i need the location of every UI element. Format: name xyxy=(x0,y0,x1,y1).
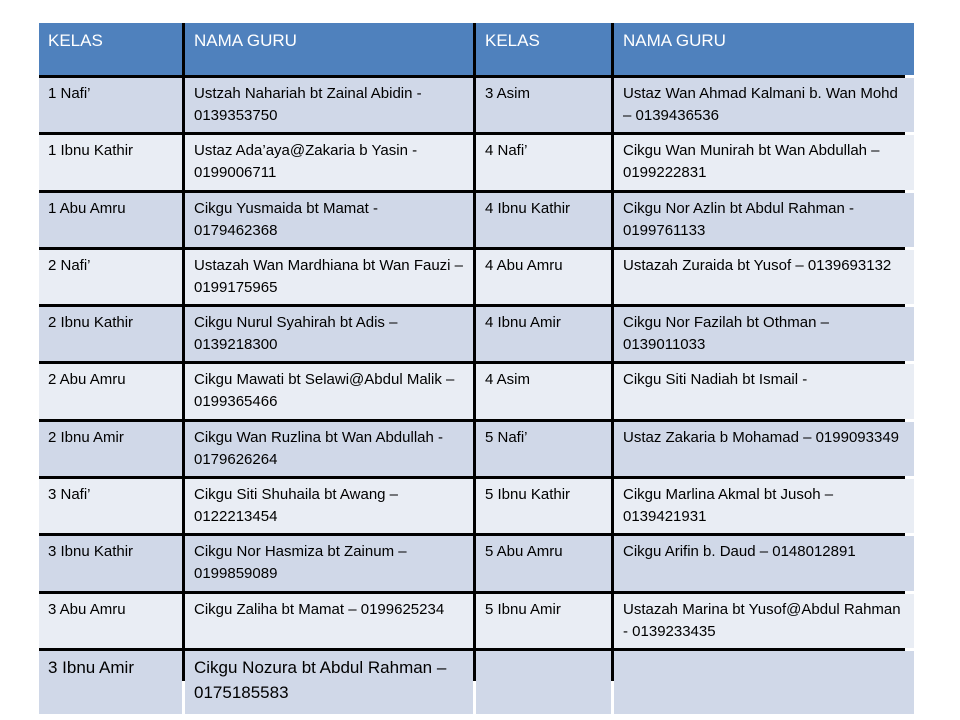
header-nama-guru: NAMA GURU xyxy=(185,23,473,75)
teacher-cell: Ustazah Marina bt Yusof@Abdul Rahman - 0139233435 xyxy=(614,594,914,648)
class-cell: 4 Ibnu Kathir xyxy=(476,193,611,247)
teacher-cell: Cikgu Nor Fazilah bt Othman – 0139011033 xyxy=(614,307,914,361)
class-cell: 4 Asim xyxy=(476,364,611,418)
class-cell: 3 Nafi’ xyxy=(39,479,182,533)
class-cell: 5 Nafi’ xyxy=(476,422,611,476)
class-cell: 5 Ibnu Kathir xyxy=(476,479,611,533)
teacher-cell xyxy=(614,651,914,714)
class-cell: 1 Nafi’ xyxy=(39,78,182,132)
class-cell: 2 Abu Amru xyxy=(39,364,182,418)
teacher-cell: Ustazah Zuraida bt Yusof – 0139693132 xyxy=(614,250,914,304)
header-kelas: KELAS xyxy=(39,23,182,75)
class-cell: 1 Ibnu Kathir xyxy=(39,135,182,189)
teacher-cell: Cikgu Arifin b. Daud – 0148012891 xyxy=(614,536,914,590)
teacher-cell: Cikgu Marlina Akmal bt Jusoh – 0139421931 xyxy=(614,479,914,533)
teacher-cell: Ustazah Wan Mardhiana bt Wan Fauzi – 0199175965 xyxy=(185,250,473,304)
class-cell: 3 Abu Amru xyxy=(39,594,182,648)
teacher-cell: Cikgu Wan Munirah bt Wan Abdullah – 0199222831 xyxy=(614,135,914,189)
teacher-cell: Cikgu Mawati bt Selawi@Abdul Malik – 0199365466 xyxy=(185,364,473,418)
teacher-cell: Ustaz Zakaria b Mohamad – 0199093349 xyxy=(614,422,914,476)
teacher-cell: Cikgu Wan Ruzlina bt Wan Abdullah - 0179626264 xyxy=(185,422,473,476)
class-cell: 5 Ibnu Amir xyxy=(476,594,611,648)
teacher-cell: Ustaz Wan Ahmad Kalmani b. Wan Mohd – 0139436536 xyxy=(614,78,914,132)
class-cell: 4 Nafi’ xyxy=(476,135,611,189)
class-cell: 4 Abu Amru xyxy=(476,250,611,304)
teacher-cell: Cikgu Zaliha bt Mamat – 0199625234 xyxy=(185,594,473,648)
header-nama-guru: NAMA GURU xyxy=(614,23,914,75)
teacher-cell: Cikgu Siti Nadiah bt Ismail - xyxy=(614,364,914,418)
class-cell: 2 Nafi’ xyxy=(39,250,182,304)
header-kelas: KELAS xyxy=(476,23,611,75)
teacher-cell: Ustaz Ada’aya@Zakaria b Yasin - 0199006711 xyxy=(185,135,473,189)
teacher-cell: Cikgu Nozura bt Abdul Rahman – 0175185583 xyxy=(185,651,473,714)
class-cell: 2 Ibnu Amir xyxy=(39,422,182,476)
class-cell: 3 Ibnu Amir xyxy=(39,651,182,714)
class-cell: 3 Asim xyxy=(476,78,611,132)
class-cell: 3 Ibnu Kathir xyxy=(39,536,182,590)
class-cell: 5 Abu Amru xyxy=(476,536,611,590)
teacher-cell: Cikgu Siti Shuhaila bt Awang – 0122213454 xyxy=(185,479,473,533)
teacher-cell: Cikgu Nor Hasmiza bt Zainum – 0199859089 xyxy=(185,536,473,590)
teacher-class-table xyxy=(39,23,905,702)
class-cell: 1 Abu Amru xyxy=(39,193,182,247)
class-cell: 4 Ibnu Amir xyxy=(476,307,611,361)
teacher-cell: Cikgu Nurul Syahirah bt Adis – 0139218300 xyxy=(185,307,473,361)
class-cell xyxy=(476,651,611,714)
teacher-cell: Cikgu Nor Azlin bt Abdul Rahman - 0199761133 xyxy=(614,193,914,247)
teacher-cell: Cikgu Yusmaida bt Mamat - 0179462368 xyxy=(185,193,473,247)
teacher-cell: Ustzah Nahariah bt Zainal Abidin - 0139353750 xyxy=(185,78,473,132)
class-cell: 2 Ibnu Kathir xyxy=(39,307,182,361)
